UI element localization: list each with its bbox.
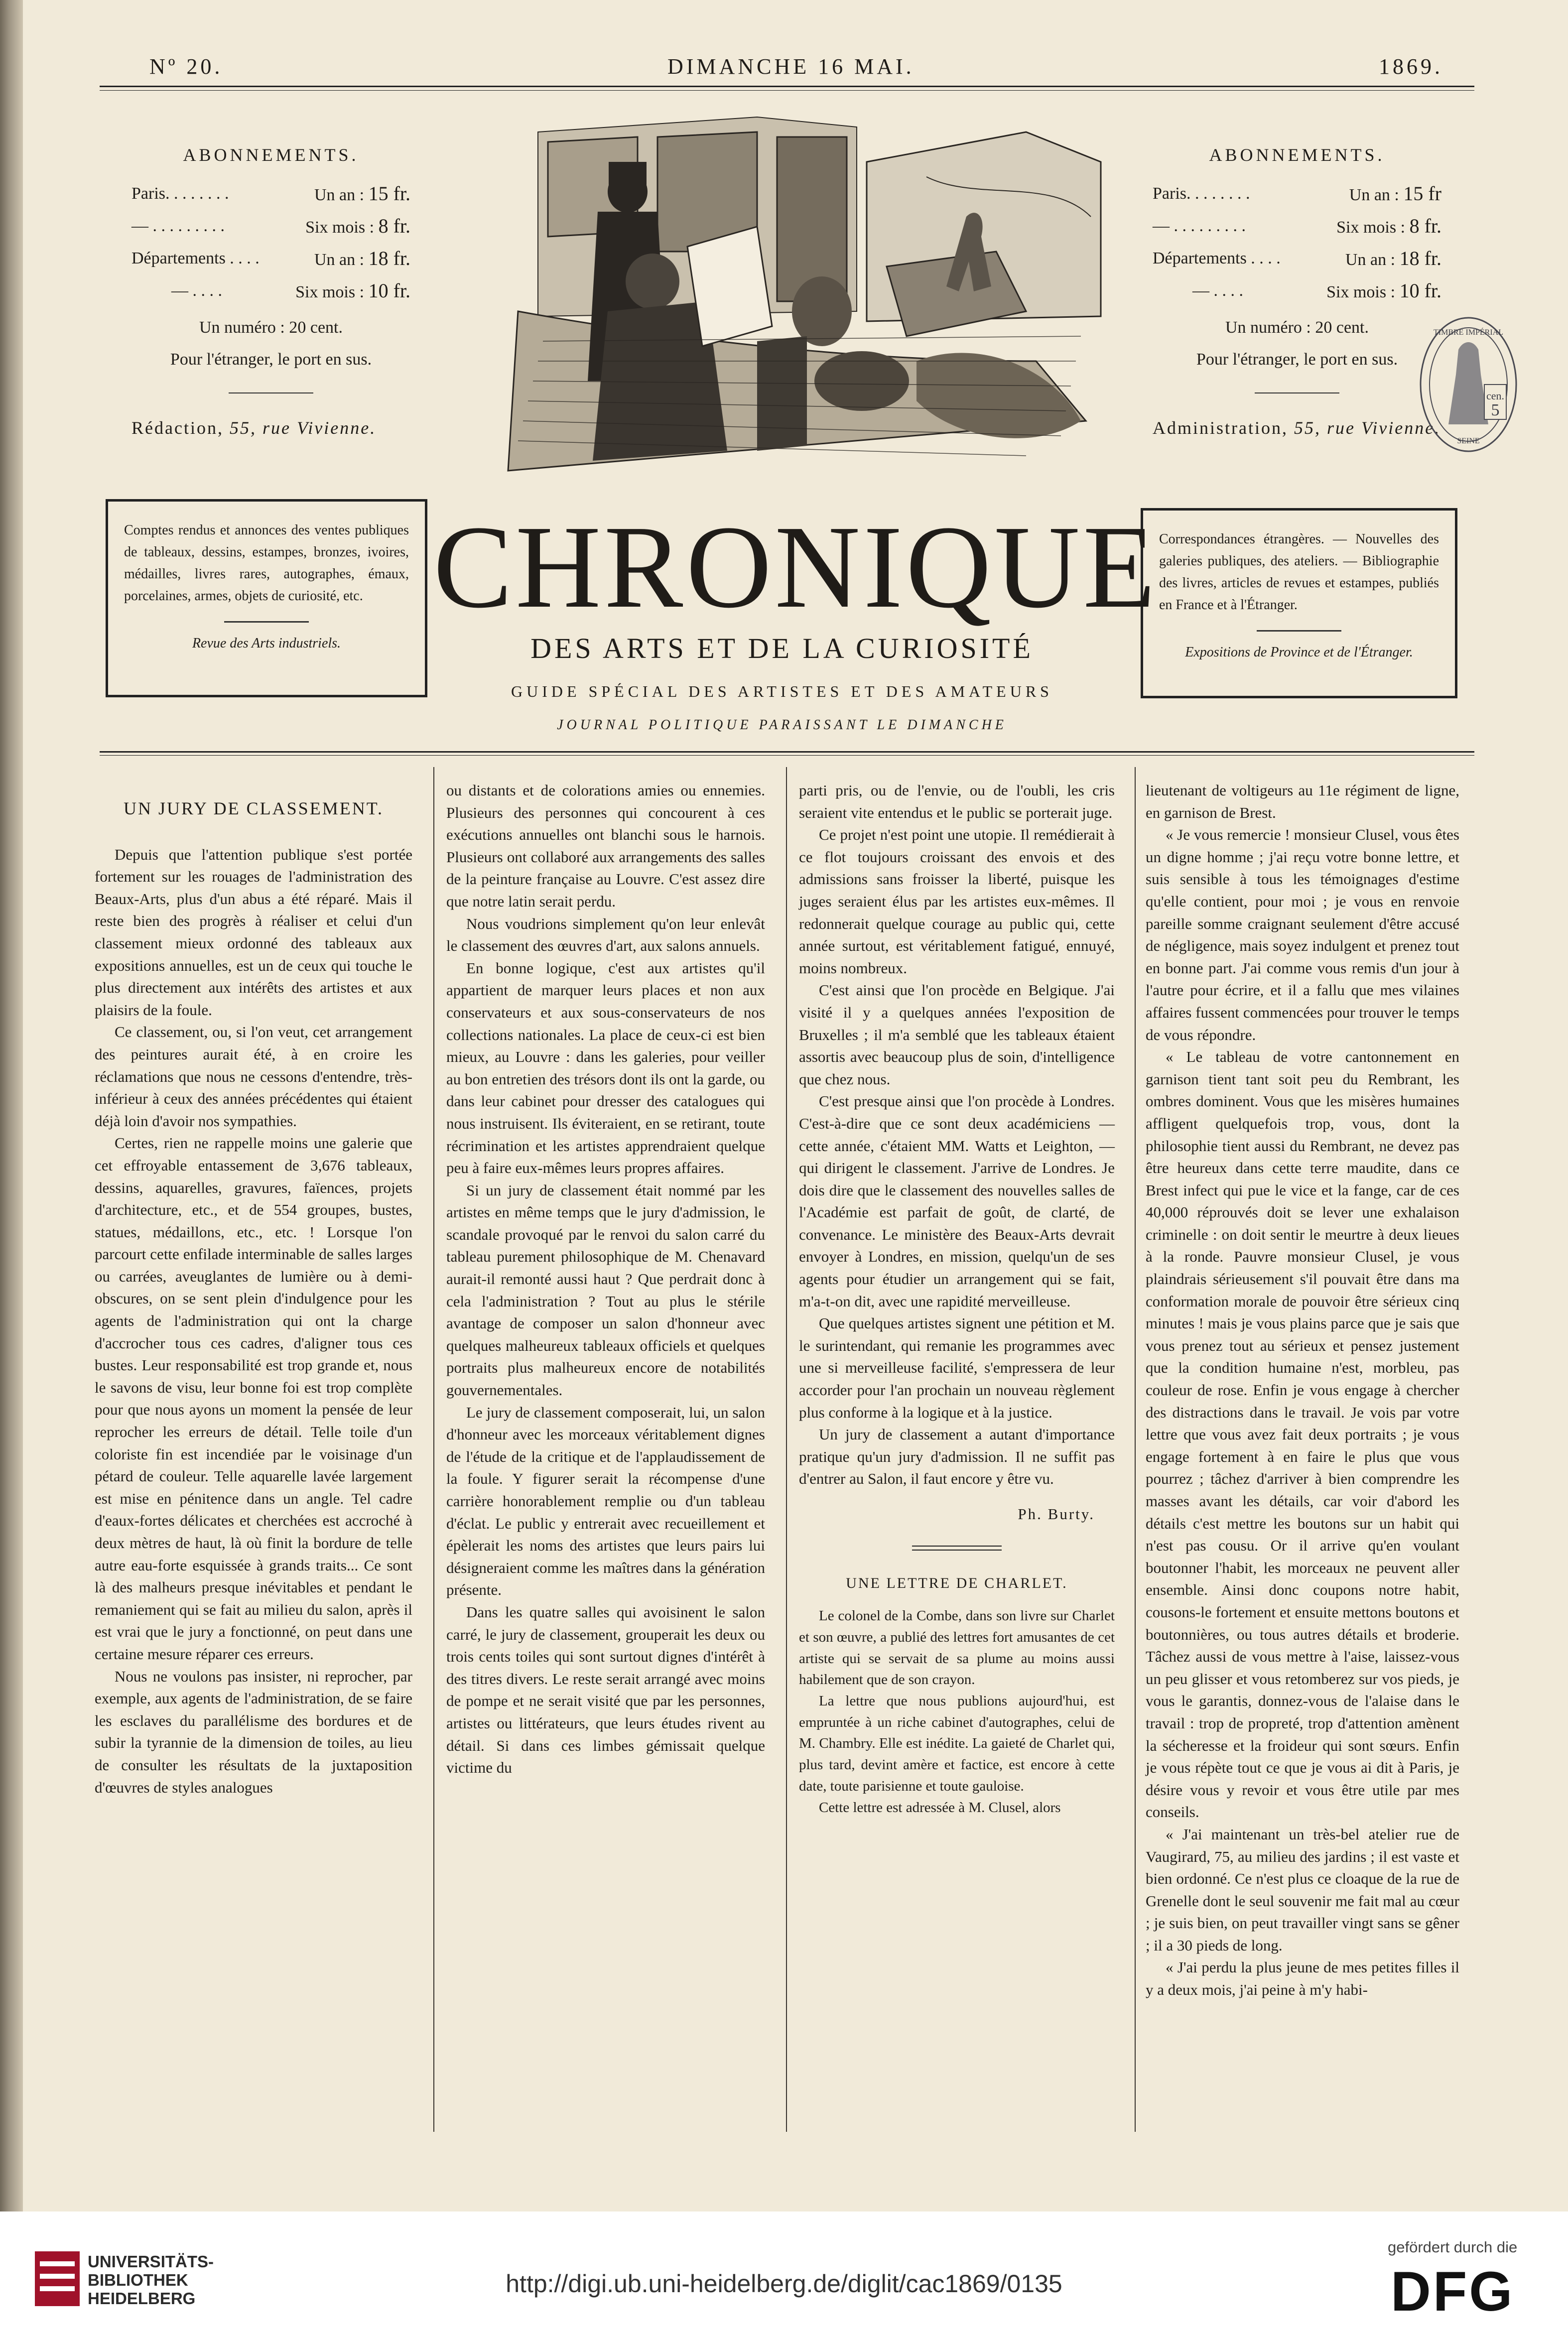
price-row: — . . . . Six mois : 10 fr. <box>171 279 410 302</box>
paragraph: Ce projet n'est point une utopie. Il remédierait à ce flot toujours croissant des envois et des admissions sans froisser la liberté, puisque les juges seraient élus par les artistes eux-mêmes. Il redonnerait quelque courage au public qui, cette année surtout, est véritablement fatigué, ennuyé, moins nombreux. <box>799 826 1115 977</box>
paragraph: Dans les quatre salles qui avoisinent le salon carré, le jury de classement, grouperait les deux ou trois cents toiles qui sont surtout dignes d'intérêt à des titres divers. Le reste serait arrangé avec moins de pompe et ne serait visité que par les personnes, artistes ou littérateurs, que leurs études rivent au détail. Si dans ces limbes gémissait quelque victime du <box>446 1603 765 1777</box>
issue-date: DIMANCHE 16 MAI. <box>667 54 915 79</box>
paragraph: C'est presque ainsi que l'on procède à Londres. C'est-à-dire que ce sont deux académiciens — cette année, c'étaient MM. Watts et Leighton, — qui dirigent le classement. J'arrive de Londres. Je dois dire que le classement des nouvelles salles de l'Académie est parfait de goût, de clarté, de convenance. Le ministère des Beaux-Arts devrait envoyer à Londres, en mission, quelqu'un de ses agents pour étudier un arrangement qui se fait, m'a-t-on dit, avec une rapidité merveilleuse. <box>799 1092 1115 1310</box>
paragraph: lieutenant de voltigeurs au 11e régiment de ligne, en garnison de Brest. <box>1146 781 1459 821</box>
paragraph: Le jury de classement composerait, lui, un salon d'honneur avec les morceaux véritablement dignes de l'étude de la critique et de l'applaudissement de la foule. Y figurer serait la récompense d'une carrière honorablement remplie ou d'un tableau d'éclat. Le public y entrerait avec recueillement et épèlerait les noms des artistes que leurs pairs lui désigneraient comme les maîtres dans la génération présente. <box>446 1403 765 1599</box>
column-rule <box>433 767 434 2132</box>
issue-year: 1869. <box>1379 54 1443 79</box>
single-issue-price: Un numéro : 20 cent. <box>199 318 343 337</box>
title-rule-thin <box>100 755 1474 756</box>
paragraph: Certes, rien ne rappelle moins une galerie que cet effroyable entassement de 3,676 tableaux, dessins, aquarelles, gravures, faïences, projets d'architecture, etc., et de 554 groupes, bustes, statues, médaillons, etc., etc. ! Lorsque l'on parcourt cette enfilade interminable de salles larges ou carrées, aveuglantes de lumière ou à demi-obscures, on se sent plein d'indulgence pour les agents de l'administration qui ont la charge d'accrocher tous ces cadres, d'aligner tous ces bustes. Leur responsabilité est trop grande et, nous le savons de visu, leur bonne foi est trop complète pour que nous ayons un moment la pensée de leur reprocher les erreurs de détail. Telle toile d'un coloriste fin est incendiée par le voisinage d'un pétard de couleur. Telle aquarelle lavée largement est mise en pénitence dans un angle. Tel cadre d'eaux-fortes délicates et cherchées est accroché à deux mètres de haut, là où finit la bordure de telle autre eau-forte esquissée à grands traits... Ce sont là des malheurs presque inévitables et pendant le remaniement qui se fait au milieu du salon, après il est vrai que le jury a fonctionné, on peut dans une certaine mesure réparer ces erreurs. <box>95 1134 412 1663</box>
info-box-right <box>1141 508 1457 698</box>
funding-note: gefördert durch die <box>1388 2238 1518 2256</box>
tax-stamp <box>1419 315 1518 454</box>
paragraph: « J'ai perdu la plus jeune de mes petites filles il y a deux mois, j'ai peine à m'y habi- <box>1146 1958 1459 1999</box>
paragraph: ou distants et de colorations amies ou ennemies. Plusieurs des personnes qui concourent à ces exécutions annuelles ont blanchi sous le harnois. Plusieurs ont collaboré aux arrangements des salles de la peinture française au Louvre. C'est assez dire que notre latin serait perdu. <box>446 781 765 910</box>
stamp-value: 5 <box>1491 401 1500 419</box>
foreign-postage: Pour l'étranger, le port en sus. <box>1196 350 1398 369</box>
price-row: Départements . . . . Un an : 18 fr. <box>131 247 410 269</box>
box-separator <box>224 621 309 623</box>
paragraph: Depuis que l'attention publique s'est portée fortement sur les rouages de l'administration des Beaux-Arts, plus d'un abus a été réparé. Mais il reste bien des progrès à réaliser et celui d'un classement mieux ordonné des tableaux aux expositions annuelles, est un de ceux qui touche le plus directement aux intérêts des artistes et aux plaisirs de la foule. <box>95 845 412 1019</box>
paragraph: « J'ai maintenant un très-bel atelier rue de Vaugirard, 75, au milieu des jardins ; il est vaste et bien ordonné. Ce n'est plus ce cloaque de la rue de Grenelle dont le seul souvenir me fait mal au cœur ; je suis bien, on peut travailler vingt sans se gêner ; il a 30 pieds de long. <box>1146 1825 1459 1954</box>
price-row: Paris. . . . . . . . Un an : 15 fr <box>1153 182 1441 205</box>
masthead-engraving <box>478 102 1121 491</box>
single-issue-price: Un numéro : 20 cent. <box>1225 318 1369 337</box>
paragraph: Nous ne voulons pas insister, ni reprocher, par exemple, aux agents de l'administration, de se faire les esclaves du parallélisme des bordures et de subir la tyrannie de la dimension de toiles, au lieu de consulter les résultats de la juxtaposition d'œuvres de styles analogues <box>95 1667 412 1796</box>
paragraph: En bonne logique, c'est aux artistes qu'il appartient de marquer leurs places et non aux conservateurs et aux sous-conservateurs de nos collections nationales. La place de ceux-ci est bien mieux, au Louvre : dans les galeries, pour veiller au bon entretien des trésors dont ils ont la garde, ou dans leur cabinet pour dresser des catalogues qui nous instruisent. Ils éviteraient, en se retirant, toute récrimination et les artistes apprendraient quelque peu à faire eux-mêmes leurs propres affaires. <box>446 959 765 1177</box>
subscription-title: ABONNEMENTS. <box>183 145 359 165</box>
price-row: — . . . . . . . . . Six mois : 8 fr. <box>131 215 410 237</box>
info-box-text: Comptes rendus et annonces des ventes publiques de tableaux, dessins, estampes, bronzes, ivoires, médailles, livres rares, autographes, émaux, porcelaines, armes, objets de curiosité, etc. <box>124 522 409 604</box>
foreign-postage: Pour l'étranger, le port en sus. <box>170 350 372 369</box>
paragraph: Un jury de classement a autant d'importance pratique qu'un jury d'admission. Il ne suffit pas d'entrer au Salon, il faut encore y être vu. <box>799 1426 1115 1488</box>
article-signature: Ph. Burty. <box>1018 1505 1095 1523</box>
permalink-url[interactable]: http://digi.ub.uni-heidelberg.de/diglit/cac1869/0135 <box>506 2270 1062 2298</box>
newspaper-title: CHRONIQUE <box>433 502 1159 633</box>
price-row: Paris. . . . . . . . Un an : 15 fr. <box>131 182 410 205</box>
administration-office: Administration, 55, rue Vivienne. <box>1153 418 1441 438</box>
ornament-line <box>1255 392 1339 393</box>
info-box-left <box>106 499 427 697</box>
newspaper-journal-line: JOURNAL POLITIQUE PARAISSANT LE DIMANCHE <box>557 717 1007 733</box>
column-2 <box>446 780 765 1779</box>
paragraph: La lettre que nous publions aujourd'hui, est empruntée à un riche cabinet d'autographes, celui de M. Chambry. Elle est inédite. La gaieté de Charlet qui, plus tard, devint amère et factice, est encore à cette date, toute parisienne et toute gauloise. <box>799 1693 1115 1794</box>
article-heading: UN JURY DE CLASSEMENT. <box>123 798 384 818</box>
stamp-unit: cen. <box>1486 390 1505 402</box>
newspaper-guide-line: GUIDE SPÉCIAL DES ARTISTES ET DES AMATEURS <box>511 682 1053 700</box>
paragraph: Que quelques artistes signent une pétition et M. le surintendant, qui remanie les programmes avec une si merveilleuse facilité, s'empressera de leur accorder pour l'an prochain un nouveau règlement plus conforme à la logique et à la justice. <box>799 1314 1115 1421</box>
editorial-office: Rédaction, 55, rue Vivienne. <box>131 418 377 438</box>
paragraph: Si un jury de classement était nommé par les artistes en même temps que le jury d'admission, le scandale provoqué par le renvoi du salon carré du tableau purement philosophique de M. Chenavard aurait-il remonté aussi haut ? Que perdrait donc à cela l'administration ? Tout au plus le stérile avantage de composer un salon d'honneur avec quelques malheureux tableaux officiels et quelques portraits plus malheureux encore de notabilités gouvernementales. <box>446 1181 765 1399</box>
price-row: Départements . . . . Un an : 18 fr. <box>1153 247 1441 269</box>
newspaper-subtitle: DES ARTS ET DE LA CURIOSITÉ <box>530 632 1034 664</box>
paragraph: « Le tableau de votre cantonnement en garnison tient tant soit peu du Rembrant, les ombres dominent. Vous que les misères humaines affligent quelquefois trop, vous, dont la philosophie tient aussi du Rembrant, ne devez pas être heureux dans cette terre maudite, dans ce Brest infect qui pue le vice et la fange, car de ces 40,000 réprouvés doit se lever une exhalaison criminelle : on doit sentir le meurtre à deux lieues à la ronde. Pauvre monsieur Clusel, je vous plaindrais sérieusement s'il pouvait être dans ma conformation morale de pouvoir être sérieux cinq minutes ! mais je vous plains parce que je sais que vous prenez tout au sérieux et pensez justement que la condition humaine n'est, morbleu, pas couleur de rose. Enfin je vous engage à chercher des distractions dans le travail. Je vois par votre lettre que vous avez fait deux portraits ; je vous engage fortement à en faire le plus que vous pourrez ; tâchez d'arriver à bien comprendre les masses avant les détails, car voir d'abord les détails c'est mettre les boutons sur un habit qui n'est pas cousu. Or il arrive qu'en voulant boutonner l'habit, les morceaux ne peuvent aller ensemble. Ainsi donc coupons notre habit, cousons-le fortement et ensuite mettons boutons et boutonnières, ou tous autres détails et broderie. Tâchez aussi de vous mettre à l'aise, laissez-vous un peu glisser et vous retomberez sur vos pieds, je vous le garantis, donnez-vous de l'alaise dans le travail : trop de propreté, trop d'attention amènent la sécheresse et la froideur qui sont sœurs. Enfin je vous répète tout ce que je vous ai dit à Paris, je désire vous y revoir et vous être utile par mes conseils. <box>1146 1048 1459 1821</box>
paragraph: C'est ainsi que l'on procède en Belgique. J'ai visité il y a quelques années l'exposition de Bruxelles ; il m'a semblé que les tableaux étaient assortis avec beaucoup plus de soin, d'intelligence que chez nous. <box>799 981 1115 1088</box>
paragraph: Ce classement, ou, si l'on veut, cet arrangement des peintures aurait été, à en croire les réclamations que nous ne cessons d'entendre, très-inférieur à ceux des années précédentes qui étaient déjà loin d'avoir nos sympathies. <box>95 1023 412 1130</box>
dfg-logo: DFG <box>1391 2260 1515 2323</box>
stamp-ring-text: TIMBRE IMPÉRIAL <box>1434 328 1503 337</box>
info-box-footer: Revue des Arts industriels. <box>192 636 341 651</box>
column-1 <box>95 780 412 1799</box>
info-box-footer: Expositions de Province et de l'Étranger. <box>1185 645 1413 660</box>
box-separator <box>1257 630 1341 632</box>
paragraph: « Je vous remercie ! monsieur Clusel, vous êtes un digne homme ; j'ai reçu votre bonne lettre, et suis sensible à tous les témoignages d'estime qu'elle contient, pour moi ; je vous en renvoie pareille somme craignant seulement d'être accusé de négligence, mais soyez indulgent et prenez tout en bonne part. J'ai comme vous remis d'un jour à l'autre pour écrire, et il a fallu que mes vilaines affaires fussent commencées pour trouver le temps de vous répondre. <box>1146 826 1459 1043</box>
book-spine-edge <box>0 0 23 2211</box>
article-heading: UNE LETTRE DE CHARLET. <box>846 1574 1068 1591</box>
paragraph: Nous voudrions simplement qu'on leur enlevât le classement des œuvres d'art, aux salons annuels. <box>446 914 765 955</box>
issue-bar <box>149 54 1444 80</box>
paragraph: Le colonel de la Combe, dans son livre sur Charlet et son œuvre, a publié des lettres fort amusantes de cet artiste qui se servait de sa plume au moins aussi habilement que de son crayon. <box>799 1608 1115 1688</box>
column-4 <box>1146 780 1459 2001</box>
price-row: — . . . . Six mois : 10 fr. <box>1192 279 1441 302</box>
stamp-region: SEINE <box>1457 437 1480 445</box>
masthead-rule <box>100 86 1474 87</box>
digitization-footer <box>0 2211 1568 2339</box>
issue-number: Nº 20. <box>149 54 223 79</box>
subscription-title: ABONNEMENTS. <box>1209 145 1385 165</box>
ornament-line <box>229 392 313 393</box>
subscription-right <box>1153 144 1441 438</box>
column-rule <box>1135 767 1136 2132</box>
info-box-text: Correspondances étrangères. — Nouvelles des galeries publiques, des ateliers. — Bibliographie des livres, articles de revues et estampes, publiés en France et à l'Étranger. <box>1159 531 1439 613</box>
section-ornament <box>912 1546 1002 1551</box>
title-rule <box>100 751 1474 753</box>
column-rule <box>786 767 787 2132</box>
column-3 <box>799 780 1115 1818</box>
subscription-left <box>131 144 410 438</box>
price-row: — . . . . . . . . . Six mois : 8 fr. <box>1153 215 1441 237</box>
paragraph: Cette lettre est adressée à M. Clusel, alors <box>819 1799 1061 1816</box>
masthead-rule-thin <box>100 90 1474 91</box>
university-name: UNIVERSITÄTS- BIBLIOTHEK HEIDELBERG <box>88 2252 214 2308</box>
paragraph: parti pris, ou de l'envie, ou de l'oubli, les cris seraient vite entendus et le public se porterait juge. <box>799 781 1115 821</box>
